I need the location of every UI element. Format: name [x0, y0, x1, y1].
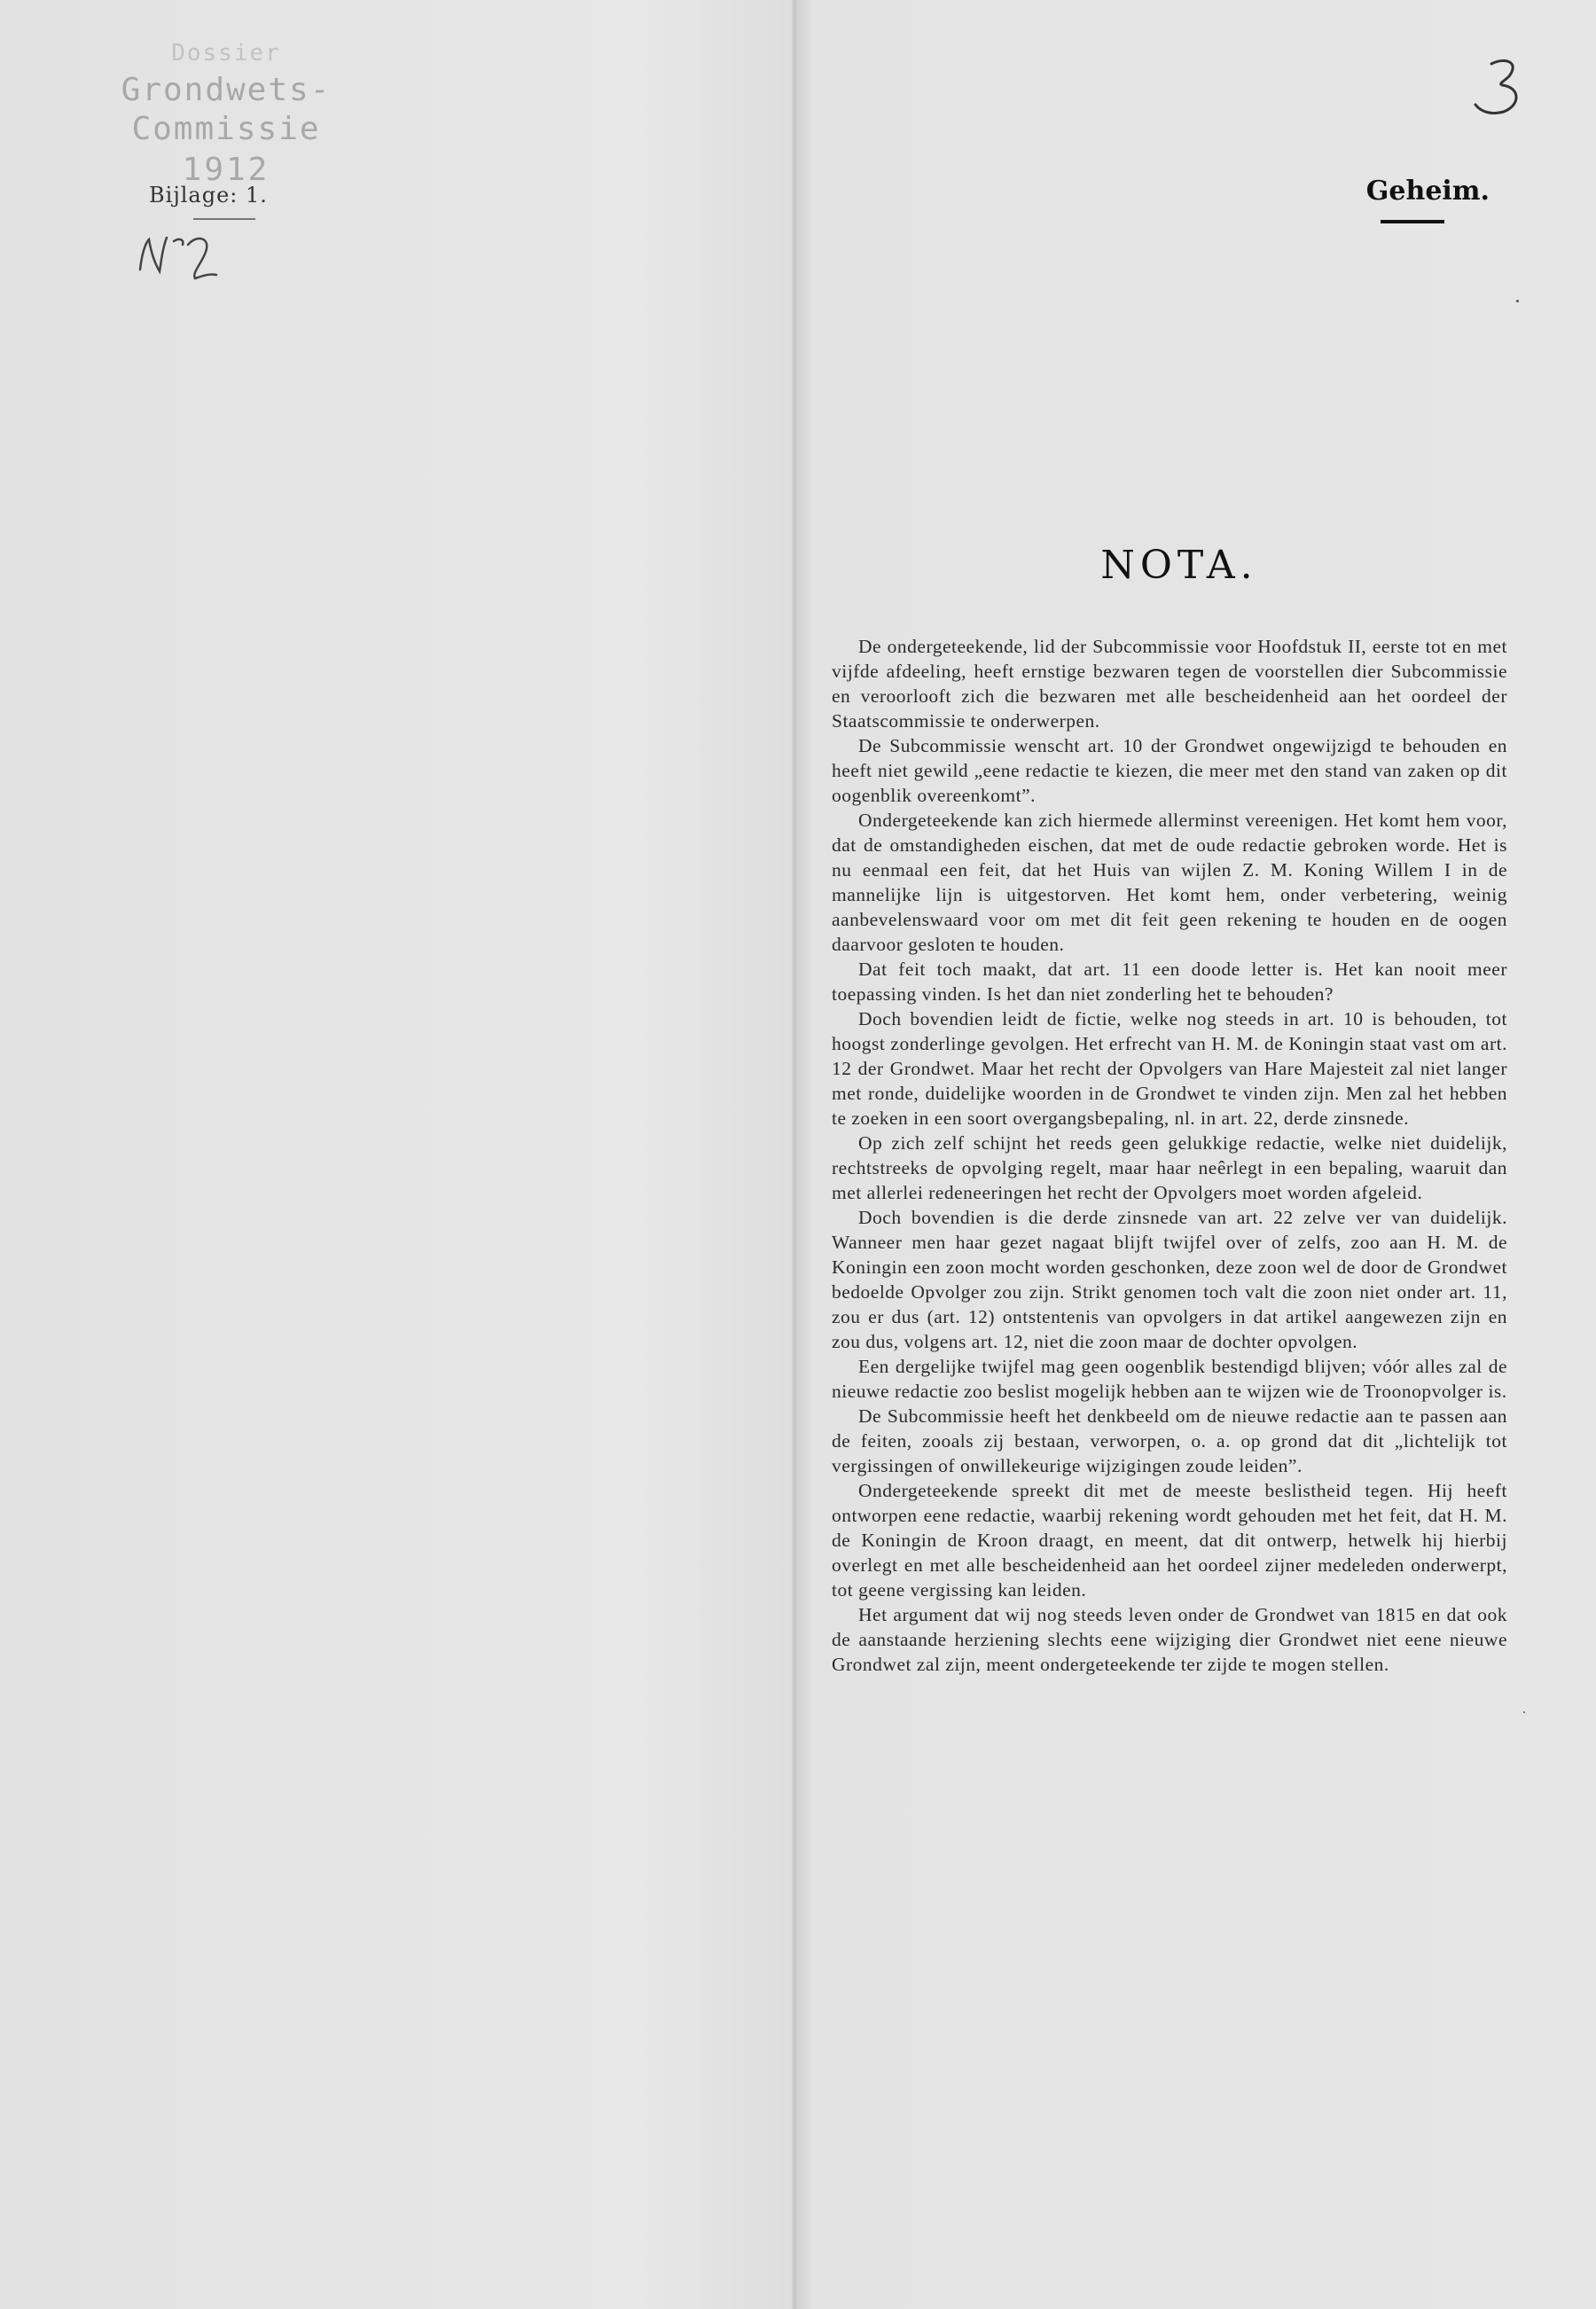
handwritten-page-number [1465, 53, 1545, 124]
scan-speck [1516, 300, 1519, 302]
archive-stamp [35, 35, 417, 188]
paragraph: Het argument dat wij nog steeds leven onder de Grondwet van 1815 en dat ook de aanstaande herziening slechts eene wijziging dier Grondwet niet eene nieuwe Grondwet zal zijn, meent ondergeteekende ter zijde te mogen stellen. [832, 1604, 1507, 1675]
page-fold [792, 0, 797, 2309]
bijlage-underline [193, 218, 255, 220]
paragraph: De Subcommissie wenscht art. 10 der Grondwet ongewijzigd te behouden en heeft niet gewild „eene redactie te kiezen, die meer met den stand van zaken op dit oogenblik overeenkomt”. [832, 735, 1507, 806]
document-title: NOTA. [1100, 543, 1258, 588]
classification-underline [1381, 220, 1444, 223]
paragraph: Op zich zelf schijnt het reeds geen gelukkige redactie, welke niet duidelijk, rechtstreeks de opvolging regelt, maar haar neêrlegt in een bepaling, waaruit dan met allerlei redeneeringen het recht der Opvolgers moet worden afgeleid. [832, 1132, 1507, 1203]
paragraph: Ondergeteekende spreekt dit met de meeste beslistheid tegen. Hij heeft ontworpen eene redactie, waarbij rekening wordt gehouden met het feit, dat H. M. de Koningin de Kroon draagt, en meent, dat dit ontwerp, hetwelk hij hierbij overlegt en met alle bescheidenheid aan het oordeel zijner medeleden onderwerpt, tot geene vergissing kan leiden. [832, 1480, 1507, 1601]
paragraph: Doch bovendien leidt de fictie, welke nog steeds in art. 10 is behouden, tot hoogst zonderlinge gevolgen. Het erfrecht van H. M. de Koningin staat vast om art. 12 der Grondwet. Maar het recht der Opvolgers van Hare Majesteit zal niet langer met ronde, duidelijke woorden in de Grondwet te vinden zijn. Men zal het hebben te zoeken in een soort overgangsbepaling, nl. in art. 22, derde zinsnede. [832, 1008, 1507, 1129]
stamp-line-2: Grondwets-Commissie [121, 72, 332, 147]
handwritten-number [133, 227, 231, 289]
paragraph: Dat feit toch maakt, dat art. 11 een doode letter is. Het kan nooit meer toepassing vinden. Is het dan niet zonderling het te behouden? [832, 959, 1507, 1005]
paragraph: Een dergelijke twijfel mag geen oogenblik bestendigd blijven; vóór alles zal de nieuwe redactie zoo beslist mogelijk hebben aan te wijzen wie de Troonopvolger is. [832, 1356, 1507, 1402]
classification-label: Geheim. [1365, 176, 1490, 207]
stamp-line-3: 1912 [182, 152, 270, 188]
paragraph: De Subcommissie heeft het denkbeeld om de nieuwe redactie aan te passen aan de feiten, zooals zij bestaan, verworpen, o. a. op grond dat dit „lichtelijk tot vergissingen of onwillekeurige wijzigingen zoude leiden”. [832, 1405, 1507, 1476]
paragraph: De ondergeteekende, lid der Subcommissie voor Hoofdstuk II, eerste tot en met vijfde afdeeling, heeft ernstige bezwaren tegen de voorstellen dier Subcommissie en veroorlooft zich die bezwaren met alle bescheidenheid aan het oordeel der Staatscommissie te onderwerpen. [832, 636, 1507, 732]
bijlage-label: Bijlage: 1. [149, 183, 268, 207]
scan-speck [1523, 1711, 1525, 1713]
paragraph: Ondergeteekende kan zich hiermede allerminst vereenigen. Het komt hem voor, dat de omstandigheden eischen, dat met de oude redactie gebroken worde. Het is nu eenmaal een feit, dat het Huis van wijlen Z. M. Koning Willem I in de mannelijke lijn is uitgestorven. Het komt hem, onder verbetering, weinig aanbevelenswaard voor om met dit feit geen rekening te houden en de oogen daarvoor gesloten te houden. [832, 810, 1507, 955]
stamp-line-1: Dossier [171, 40, 281, 67]
paragraph: Doch bovendien is die derde zinsnede van art. 22 zelve ver van duidelijk. Wanneer men haar gezet nagaat blijft twijfel over of zelfs, zoo aan H. M. de Koningin een zoon mocht worden geschonken, deze zoon wel de door de Grondwet bedoelde Opvolger zou zijn. Strikt genomen toch valt die zoon niet onder art. 11, zou er dus (art. 12) ontstentenis van opvolgers in dat artikel aangewezen zijn en zou dus, volgens art. 12, niet die zoon maar de dochter opvolgen. [832, 1207, 1507, 1352]
document-body [832, 634, 1507, 1677]
